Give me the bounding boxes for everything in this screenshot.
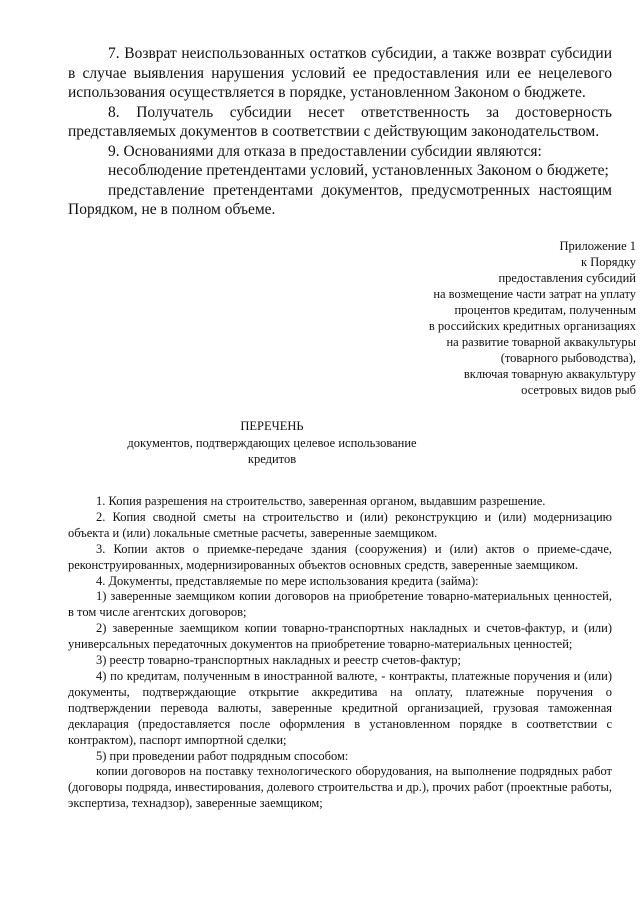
heading-subtitle-line-1: документов, подтверждающих целевое использование	[127, 435, 417, 450]
appendix-line: Приложение 1	[559, 239, 636, 253]
appendix-line: (товарного рыбоводства),	[500, 351, 636, 365]
list-subitem-3: 3) реестр товарно-транспортных накладных и реестр счетов-фактур;	[96, 653, 462, 668]
list-item-2: 2. Копия сводной сметы на строительство и (или) реконструкцию и (или) модернизацию объекта и (или) локальные сметные расчеты, заверенные заемщиком.	[68, 509, 612, 540]
appendix-line: осетровых видов рыб	[521, 383, 636, 397]
appendix-line: предоставления субсидий	[498, 271, 636, 285]
appendix-line: на развитие товарной аквакультуры	[446, 335, 636, 349]
appendix-caption	[429, 238, 636, 398]
appendix-line: включая товарную аквакультуру	[463, 367, 636, 381]
paragraph-9: 9. Основаниями для отказа в предоставлении субсидии являются:	[108, 142, 542, 160]
list-subitem-2: 2) заверенные заемщиком копии товарно-транспортных накладных и счетов-фактур, и (или) универсальных передаточных документов на приобретение товарно-материальных ценностей;	[68, 621, 612, 652]
list-item-4: 4. Документы, представляемые по мере использования кредита (займа):	[96, 573, 479, 588]
appendix-line: к Порядку	[581, 255, 636, 269]
list-item-3: 3. Копии актов о приемке-передаче здания (сооружения) и (или) актов о приеме-сдаче, реконструированных, модернизированных объектов основных средств, заверенные заемщиком.	[68, 541, 612, 572]
list-heading	[0, 418, 544, 468]
document-page	[68, 44, 612, 220]
paragraph-9-item-a: несоблюдение претендентами условий, установленных Законом о бюджете;	[108, 162, 609, 179]
list-subitem-4: 4) по кредитам, полученным в иностранной валюте, - контракты, платежные поручения и (или) документы, подтверждающие открытие аккредитива на оплату, платежные поручения о подтверждении перевода валюты, заверенные кредитной организацией, грузовая таможенная декларация (предоставляется после оформления в установленном порядке в соответствии с контрактом), паспорт импортной сделки;	[68, 668, 612, 747]
paragraph-8: 8. Получатель субсидии несет ответственность за достоверность представляемых документов в соответствии с действующим законодательством.	[68, 103, 612, 140]
heading-title: ПЕРЕЧЕНЬ	[240, 419, 304, 433]
paragraph-7: 7. Возврат неиспользованных остатков субсидии, а также возврат субсидии в случае выявления нарушения условий ее предоставления или ее нецелевого использования осуществляется в порядке, установленном Законом о бюджете.	[68, 45, 612, 101]
document-list	[68, 494, 612, 812]
list-item-1: 1. Копия разрешения на строительство, заверенная органом, выдавшим разрешение.	[96, 494, 546, 508]
heading-subtitle-line-2: кредитов	[247, 452, 297, 466]
paragraph-9-item-b: представление претендентами документов, предусмотренных настоящим Порядком, не в полном объеме.	[68, 181, 612, 218]
list-subitem-5-detail: копии договоров на поставку технологического оборудования, на выполнение подрядных работ (договоры подряда, инвестирования, долевого строительства и др.), прочих работ (проектные работы, экспертиза, технадзор), заверенные заемщиком;	[68, 764, 612, 811]
list-subitem-5: 5) при проведении работ подрядным способом:	[96, 748, 349, 763]
appendix-line: в российских кредитных организациях	[428, 319, 636, 333]
appendix-line: на возмещение части затрат на уплату	[433, 287, 636, 301]
appendix-line: процентов кредитам, полученным	[454, 303, 636, 317]
list-subitem-1: 1) заверенные заемщиком копии договоров на приобретение товарно-материальных ценностей, в том числе агентских договоров;	[68, 589, 612, 620]
